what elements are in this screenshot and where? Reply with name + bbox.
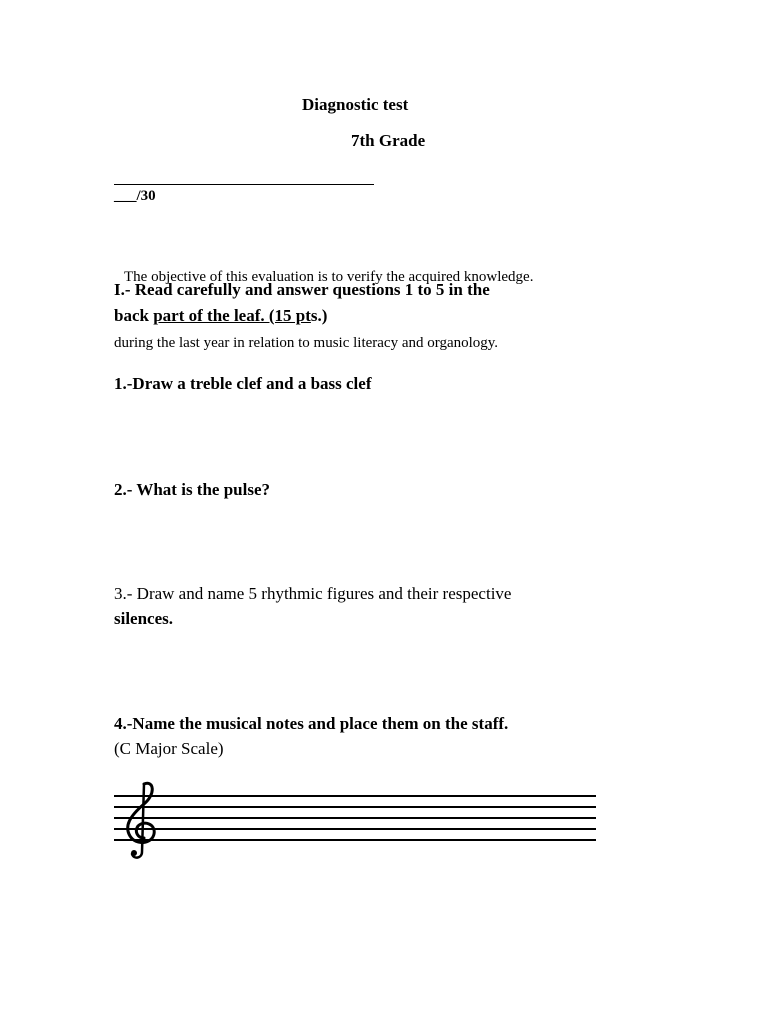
question-4 [114,711,508,761]
section-line-2-underlined: part of the leaf. (15 pt [153,306,311,325]
objective-line-1: The objective of this evaluation is to verify the acquired knowledge. [124,269,534,285]
question-3 [114,581,511,631]
question-4-line-2: (C Major Scale) [114,739,224,758]
section-line-1: I.- Read carefully and answer questions 1 to 5 in the [114,280,490,299]
question-3-line-2: silences. [114,609,174,628]
music-staff[interactable] [114,780,596,862]
section-instructions [114,277,490,329]
grade-label: 7th Grade [351,131,426,150]
student-name-blank[interactable] [114,184,374,185]
document-title: Diagnostic test [302,95,409,114]
question-4-line-1: 4.-Name the musical notes and place them on the staff. [114,714,509,733]
question-1-text: 1.-Draw a treble clef and a bass clef [114,374,372,393]
question-2-text: 2.- What is the pulse? [114,480,271,499]
question-2 [114,477,270,502]
question-3-line-1: 3.- Draw and name 5 rhythmic figures and their respective [114,584,512,603]
objective-line-2: during the last year in relation to music literacy and organology. [114,335,499,351]
question-1 [114,371,371,396]
section-line-2 [114,303,490,329]
section-line-2-end: s.) [310,306,328,325]
score-field: ___/30 [114,188,156,204]
section-line-2-start: back [114,306,154,325]
treble-clef-icon [128,783,155,857]
